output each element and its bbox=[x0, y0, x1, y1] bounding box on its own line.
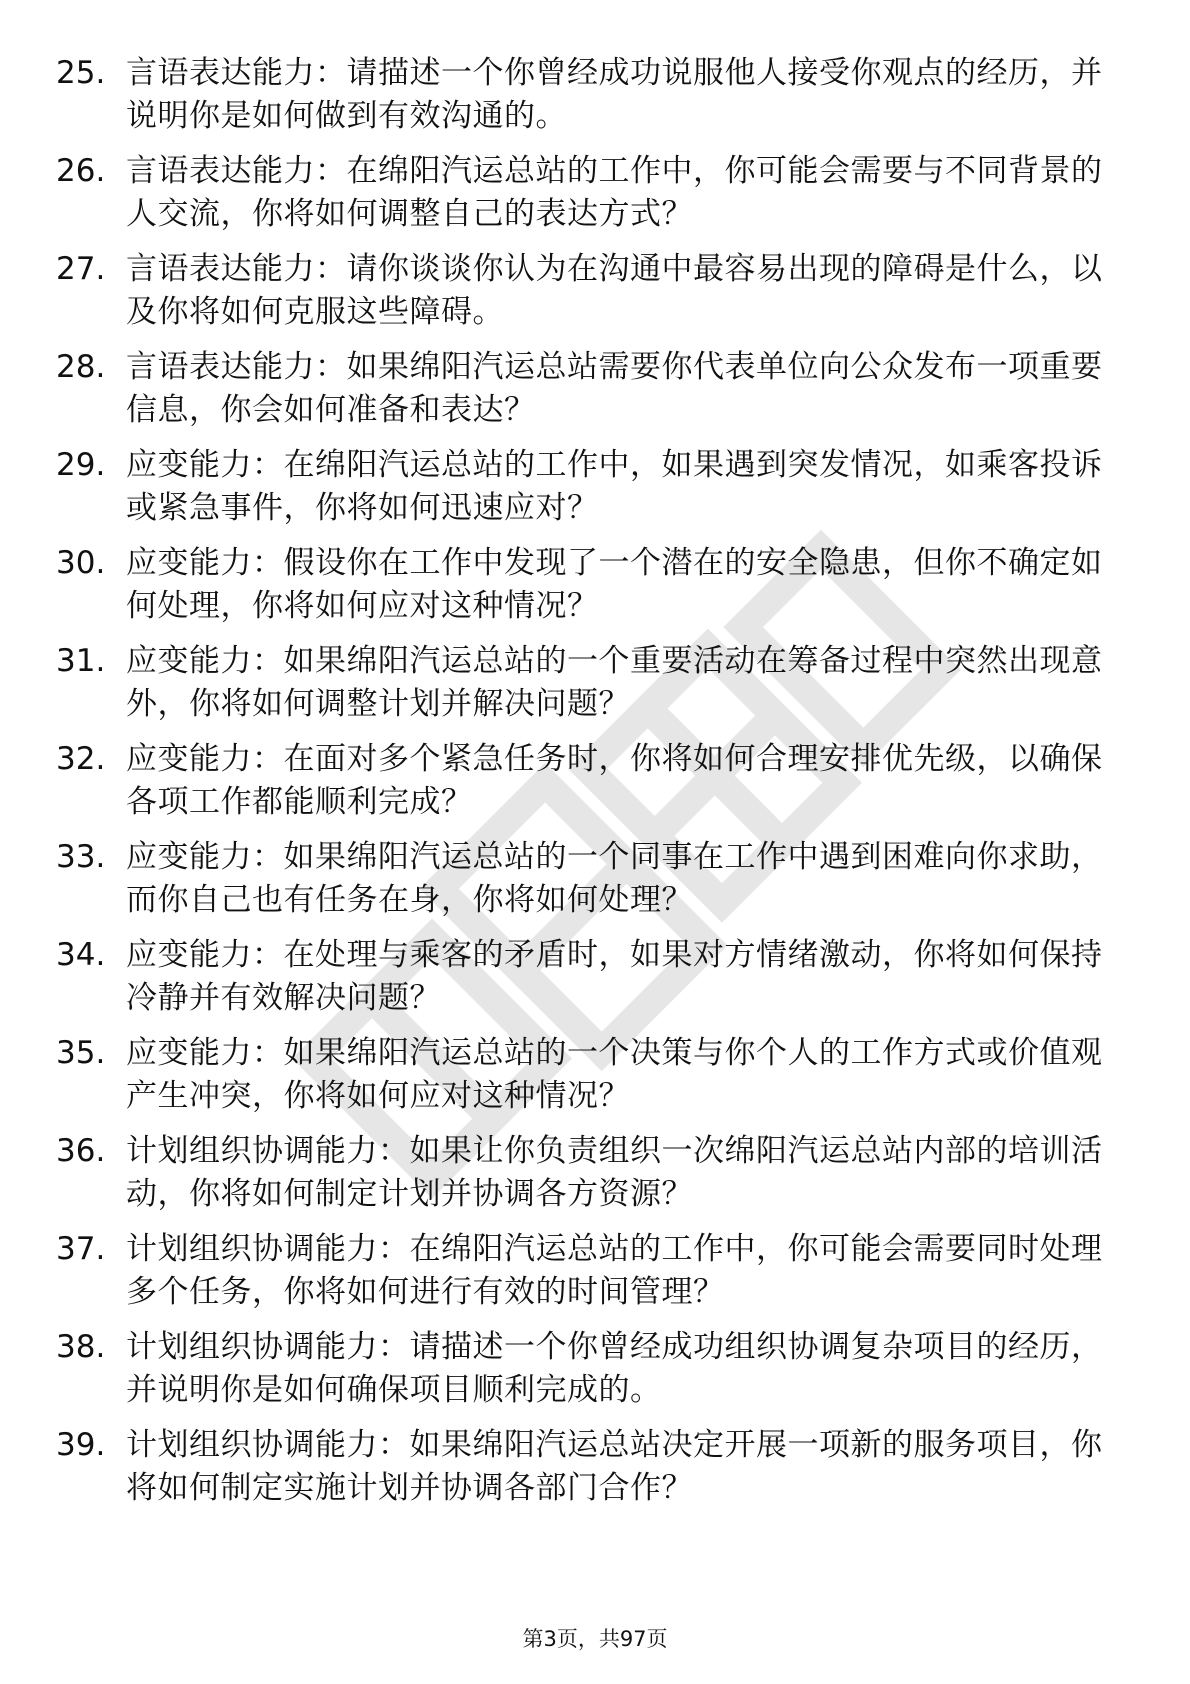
question-text: 计划组织协调能力：如果让你负责组织一次绵阳汽运总站内部的培训活动，你将如何制定计划并协调各方资源？ bbox=[126, 1133, 1103, 1212]
question-item bbox=[56, 738, 1136, 836]
question-number: 30. bbox=[56, 545, 106, 581]
question-number: 35. bbox=[56, 1035, 106, 1071]
question-item bbox=[56, 346, 1136, 444]
question-number: 32. bbox=[56, 741, 106, 777]
question-item bbox=[56, 150, 1136, 248]
question-number: 25. bbox=[56, 55, 106, 91]
question-text: 言语表达能力：请描述一个你曾经成功说服他人接受你观点的经历，并说明你是如何做到有效沟通的。 bbox=[126, 55, 1103, 134]
question-number: 37. bbox=[56, 1231, 106, 1267]
question-text: 应变能力：如果绵阳汽运总站的一个决策与你个人的工作方式或价值观产生冲突，你将如何应对这种情况？ bbox=[126, 1035, 1103, 1114]
question-text: 应变能力：在处理与乘客的矛盾时，如果对方情绪激动，你将如何保持冷静并有效解决问题？ bbox=[126, 937, 1103, 1016]
question-number: 28. bbox=[56, 349, 106, 385]
question-item bbox=[56, 52, 1136, 150]
question-item bbox=[56, 1130, 1136, 1228]
question-text: 应变能力：在绵阳汽运总站的工作中，如果遇到突发情况，如乘客投诉或紧急事件，你将如何迅速应对？ bbox=[126, 447, 1103, 526]
question-number: 39. bbox=[56, 1427, 106, 1463]
question-text: 应变能力：假设你在工作中发现了一个潜在的安全隐患，但你不确定如何处理，你将如何应对这种情况？ bbox=[126, 545, 1103, 624]
question-item bbox=[56, 1326, 1136, 1424]
question-number: 38. bbox=[56, 1329, 106, 1365]
question-list bbox=[56, 52, 1136, 1522]
question-number: 36. bbox=[56, 1133, 106, 1169]
question-text: 计划组织协调能力：在绵阳汽运总站的工作中，你可能会需要同时处理多个任务，你将如何进行有效的时间管理？ bbox=[126, 1231, 1103, 1310]
page-number-footer: 第3页，共97页 bbox=[522, 1627, 668, 1651]
question-text: 应变能力：在面对多个紧急任务时，你将如何合理安排优先级，以确保各项工作都能顺利完成？ bbox=[126, 741, 1103, 820]
question-number: 26. bbox=[56, 153, 106, 189]
question-number: 34. bbox=[56, 937, 106, 973]
question-item bbox=[56, 248, 1136, 346]
question-item bbox=[56, 1424, 1136, 1522]
question-item bbox=[56, 542, 1136, 640]
question-number: 31. bbox=[56, 643, 106, 679]
question-text: 言语表达能力：在绵阳汽运总站的工作中，你可能会需要与不同背景的人交流，你将如何调整自己的表达方式？ bbox=[126, 153, 1103, 232]
question-text: 言语表达能力：如果绵阳汽运总站需要你代表单位向公众发布一项重要信息，你会如何准备和表达？ bbox=[126, 349, 1103, 428]
question-item bbox=[56, 836, 1136, 934]
question-item bbox=[56, 1032, 1136, 1130]
question-text: 应变能力：如果绵阳汽运总站的一个重要活动在筹备过程中突然出现意外，你将如何调整计划并解决问题？ bbox=[126, 643, 1103, 722]
question-text: 计划组织协调能力：请描述一个你曾经成功组织协调复杂项目的经历，并说明你是如何确保项目顺利完成的。 bbox=[126, 1329, 1103, 1408]
question-item bbox=[56, 934, 1136, 1032]
question-item bbox=[56, 444, 1136, 542]
question-number: 27. bbox=[56, 251, 106, 287]
question-number: 33. bbox=[56, 839, 106, 875]
question-number: 29. bbox=[56, 447, 106, 483]
question-item bbox=[56, 1228, 1136, 1326]
question-text: 应变能力：如果绵阳汽运总站的一个同事在工作中遇到困难向你求助，而你自己也有任务在身，你将如何处理？ bbox=[126, 839, 1103, 918]
question-text: 计划组织协调能力：如果绵阳汽运总站决定开展一项新的服务项目，你将如何制定实施计划并协调各部门合作？ bbox=[126, 1427, 1103, 1506]
question-item bbox=[56, 640, 1136, 738]
question-text: 言语表达能力：请你谈谈你认为在沟通中最容易出现的障碍是什么，以及你将如何克服这些障碍。 bbox=[126, 251, 1103, 330]
